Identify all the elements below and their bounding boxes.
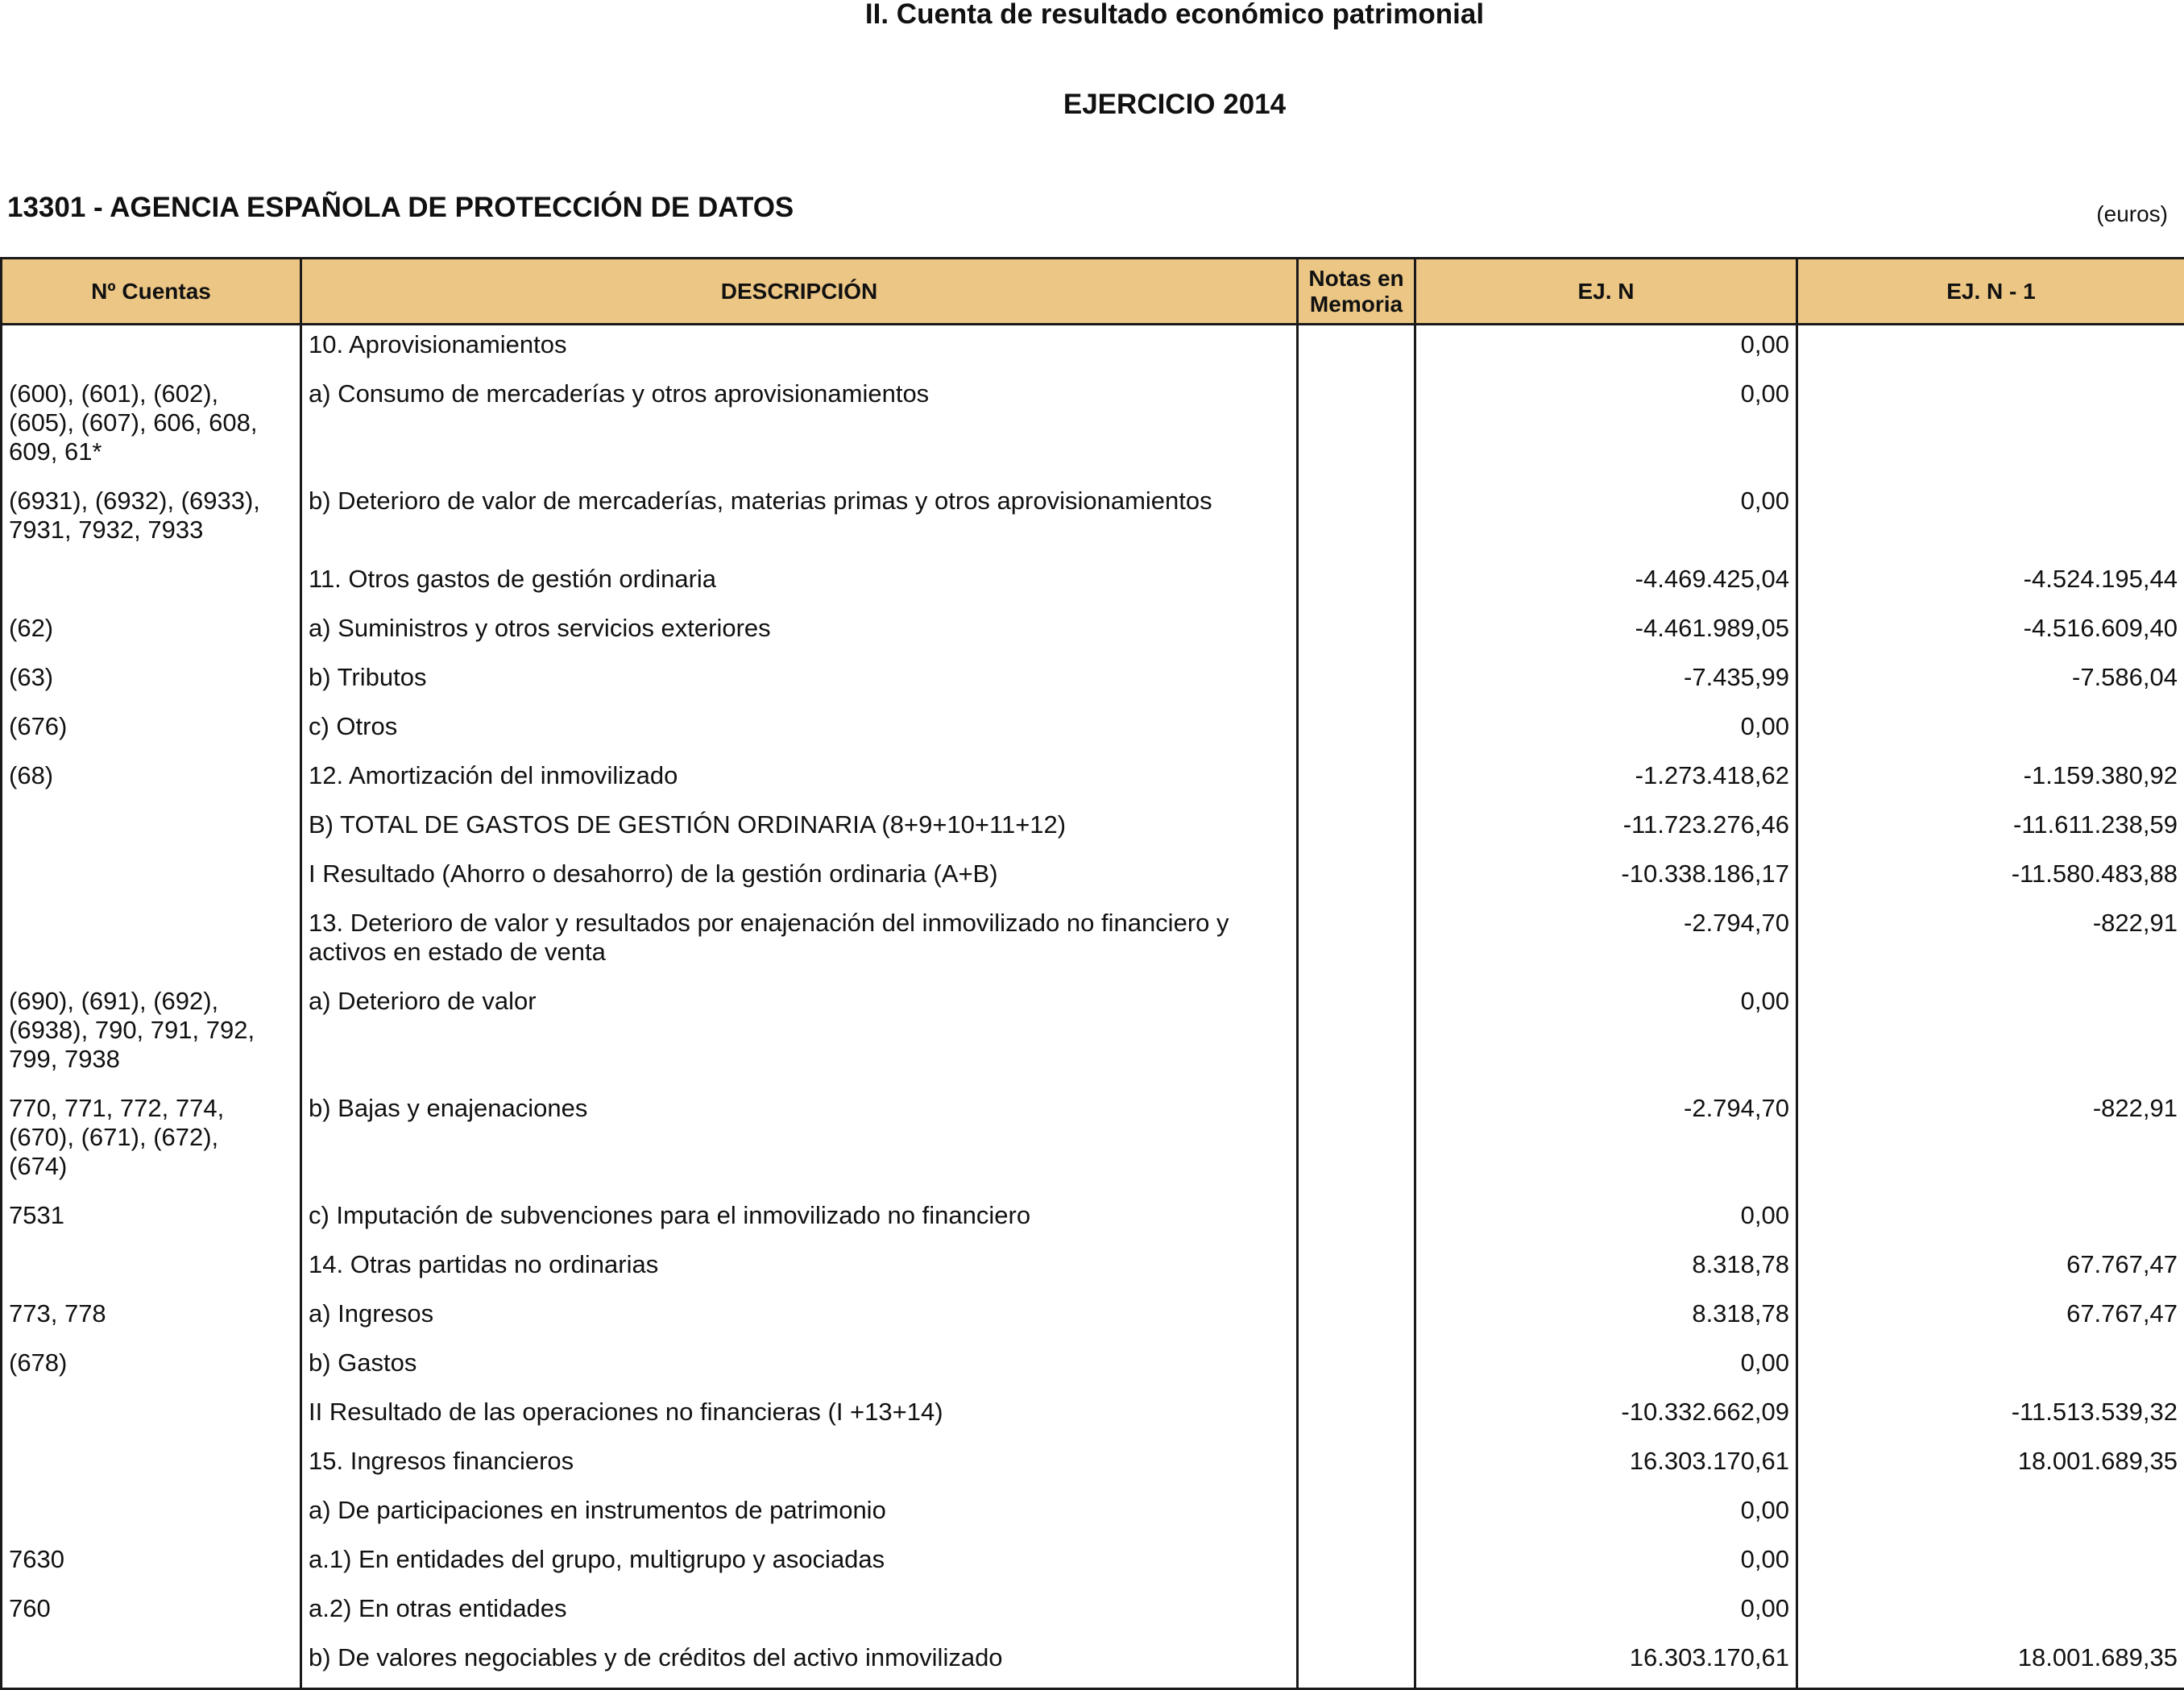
table-row [2,1245,2184,1294]
cell-descripcion: a) De participaciones en instrumentos de patrimonio [301,1491,1298,1540]
cell-descripcion: I Resultado (Ahorro o desahorro) de la gestión ordinaria (A+B) [301,855,1298,904]
cell-notas [1298,1196,1415,1245]
cell-ej-n-1: -7.586,04 [1797,658,2184,707]
table-row [2,855,2184,904]
cell-notas [1298,609,1415,658]
cell-cuentas: 7630 [2,1540,301,1589]
table-row [2,1491,2184,1540]
table-row [2,609,2184,658]
cell-descripcion: b) Bajas y enajenaciones [301,1089,1298,1196]
cell-cuentas: (62) [2,609,301,658]
cell-cuentas [2,1442,301,1491]
cell-ej-n: 0,00 [1415,482,1797,560]
cell-ej-n-1: -4.516.609,40 [1797,609,2184,658]
cell-cuentas: (690), (691), (692), (6938), 790, 791, 792, 799, 7938 [2,982,301,1089]
table-row [2,482,2184,560]
cell-cuentas [2,1638,301,1689]
cell-cuentas [2,806,301,855]
cell-cuentas: 770, 771, 772, 774, (670), (671), (672), (674) [2,1089,301,1196]
cell-notas [1298,482,1415,560]
table-row [2,375,2184,482]
cell-descripcion: 11. Otros gastos de gestión ordinaria [301,560,1298,609]
cell-ej-n-1: -11.580.483,88 [1797,855,2184,904]
cell-ej-n-1: 18.001.689,35 [1797,1442,2184,1491]
cell-descripcion: a) Deterioro de valor [301,982,1298,1089]
table-row [2,982,2184,1089]
cell-descripcion: a.1) En entidades del grupo, multigrupo y asociadas [301,1540,1298,1589]
cell-notas [1298,806,1415,855]
cell-ej-n: 0,00 [1415,325,1797,375]
cell-notas [1298,375,1415,482]
cell-notas [1298,1589,1415,1638]
cell-ej-n-1: 18.001.689,35 [1797,1638,2184,1689]
cell-notas [1298,1540,1415,1589]
table-row [2,806,2184,855]
cell-descripcion: b) Deterioro de valor de mercaderías, materias primas y otros aprovisionamientos [301,482,1298,560]
cell-ej-n-1 [1797,1589,2184,1638]
cell-ej-n-1 [1797,325,2184,375]
cell-ej-n: 8.318,78 [1415,1294,1797,1344]
cell-ej-n: 0,00 [1415,1589,1797,1638]
cell-ej-n-1: -822,91 [1797,904,2184,982]
entity-name: 13301 - AGENCIA ESPAÑOLA DE PROTECCIÓN DE DATOS [7,192,794,224]
cell-notas [1298,756,1415,806]
table-body [2,325,2184,1689]
cell-ej-n: -7.435,99 [1415,658,1797,707]
cell-descripcion: a) Suministros y otros servicios exteriores [301,609,1298,658]
cell-notas [1298,560,1415,609]
cell-ej-n: 0,00 [1415,1540,1797,1589]
cell-ej-n: 0,00 [1415,375,1797,482]
cell-notas [1298,1638,1415,1689]
cell-descripcion: 14. Otras partidas no ordinarias [301,1245,1298,1294]
cell-ej-n: -11.723.276,46 [1415,806,1797,855]
cell-cuentas: (6931), (6932), (6933), 7931, 7932, 7933 [2,482,301,560]
table-header-row [2,259,2184,325]
cell-ej-n-1: -1.159.380,92 [1797,756,2184,806]
cell-cuentas: (600), (601), (602), (605), (607), 606, 608, 609, 61* [2,375,301,482]
cell-ej-n-1: 67.767,47 [1797,1294,2184,1344]
cell-cuentas: 7531 [2,1196,301,1245]
cell-ej-n: 0,00 [1415,982,1797,1089]
cell-cuentas [2,325,301,375]
cell-notas [1298,982,1415,1089]
cell-cuentas: (678) [2,1344,301,1393]
table-row [2,904,2184,982]
cell-ej-n: 16.303.170,61 [1415,1442,1797,1491]
cell-cuentas [2,1245,301,1294]
table-row [2,1089,2184,1196]
cell-notas [1298,658,1415,707]
cell-descripcion: II Resultado de las operaciones no financieras (I +13+14) [301,1393,1298,1442]
cell-notas [1298,707,1415,756]
column-header-cuentas: Nº Cuentas [2,259,301,325]
cell-ej-n-1 [1797,707,2184,756]
cell-notas [1298,1294,1415,1344]
table-row [2,1540,2184,1589]
cell-descripcion: 13. Deterioro de valor y resultados por enajenación del inmovilizado no financiero y activos en estado de venta [301,904,1298,982]
cell-ej-n: 0,00 [1415,1196,1797,1245]
table-row [2,560,2184,609]
cell-descripcion: B) TOTAL DE GASTOS DE GESTIÓN ORDINARIA (8+9+10+11+12) [301,806,1298,855]
cell-ej-n: 0,00 [1415,1344,1797,1393]
table-row [2,1638,2184,1689]
cell-ej-n-1: 67.767,47 [1797,1245,2184,1294]
cell-ej-n-1 [1797,1196,2184,1245]
results-table [0,257,2184,1690]
table-row [2,756,2184,806]
cell-ej-n-1 [1797,1491,2184,1540]
cell-descripcion: 12. Amortización del inmovilizado [301,756,1298,806]
table-row [2,1344,2184,1393]
cell-notas [1298,1245,1415,1294]
cell-ej-n-1: -822,91 [1797,1089,2184,1196]
cell-ej-n: -2.794,70 [1415,904,1797,982]
cell-descripcion: a) Consumo de mercaderías y otros aprovisionamientos [301,375,1298,482]
column-header-descripcion: DESCRIPCIÓN [301,259,1298,325]
cell-cuentas [2,560,301,609]
cell-ej-n: 8.318,78 [1415,1245,1797,1294]
cell-cuentas: (63) [2,658,301,707]
cell-ej-n: -10.338.186,17 [1415,855,1797,904]
cell-ej-n-1 [1797,1540,2184,1589]
cell-notas [1298,1491,1415,1540]
cell-cuentas [2,1393,301,1442]
cell-ej-n-1 [1797,1344,2184,1393]
table-row [2,1589,2184,1638]
column-header-ej-n-1: EJ. N - 1 [1797,259,2184,325]
cell-notas [1298,855,1415,904]
cell-ej-n-1: -4.524.195,44 [1797,560,2184,609]
cell-descripcion: c) Otros [301,707,1298,756]
cell-notas [1298,325,1415,375]
cell-ej-n: 16.303.170,61 [1415,1638,1797,1689]
cell-descripcion: b) Gastos [301,1344,1298,1393]
cell-ej-n-1 [1797,482,2184,560]
cell-cuentas [2,855,301,904]
cell-ej-n: -1.273.418,62 [1415,756,1797,806]
cell-descripcion: b) De valores negociables y de créditos del activo inmovilizado [301,1638,1298,1689]
table-row [2,1196,2184,1245]
cell-notas [1298,1344,1415,1393]
cell-ej-n-1 [1797,982,2184,1089]
cell-descripcion: b) Tributos [301,658,1298,707]
cell-descripcion: 15. Ingresos financieros [301,1442,1298,1491]
table-row [2,1294,2184,1344]
cell-ej-n-1: -11.513.539,32 [1797,1393,2184,1442]
column-header-ej-n: EJ. N [1415,259,1797,325]
cell-descripcion: 10. Aprovisionamientos [301,325,1298,375]
cell-cuentas [2,1491,301,1540]
cell-notas [1298,1442,1415,1491]
cell-notas [1298,1393,1415,1442]
cell-ej-n-1: -11.611.238,59 [1797,806,2184,855]
cell-ej-n: -10.332.662,09 [1415,1393,1797,1442]
cell-ej-n: 0,00 [1415,1491,1797,1540]
cell-cuentas: (676) [2,707,301,756]
table-row [2,1393,2184,1442]
table-row [2,325,2184,375]
cell-cuentas: 773, 778 [2,1294,301,1344]
cell-descripcion: a) Ingresos [301,1294,1298,1344]
cell-notas [1298,904,1415,982]
cell-ej-n-1 [1797,375,2184,482]
currency-unit-label: (euros) [2096,201,2168,227]
document-title: II. Cuenta de resultado económico patrimonial [0,0,2184,29]
table-row [2,1442,2184,1491]
table-row [2,707,2184,756]
cell-cuentas: 760 [2,1589,301,1638]
fiscal-year-heading: EJERCICIO 2014 [0,89,2184,121]
column-header-notas: Notas en Memoria [1298,259,1415,325]
cell-ej-n: -4.469.425,04 [1415,560,1797,609]
cell-descripcion: c) Imputación de subvenciones para el inmovilizado no financiero [301,1196,1298,1245]
cell-notas [1298,1089,1415,1196]
cell-cuentas: (68) [2,756,301,806]
cell-ej-n: -4.461.989,05 [1415,609,1797,658]
cell-cuentas [2,904,301,982]
cell-ej-n: 0,00 [1415,707,1797,756]
table-row [2,658,2184,707]
cell-ej-n: -2.794,70 [1415,1089,1797,1196]
cell-descripcion: a.2) En otras entidades [301,1589,1298,1638]
